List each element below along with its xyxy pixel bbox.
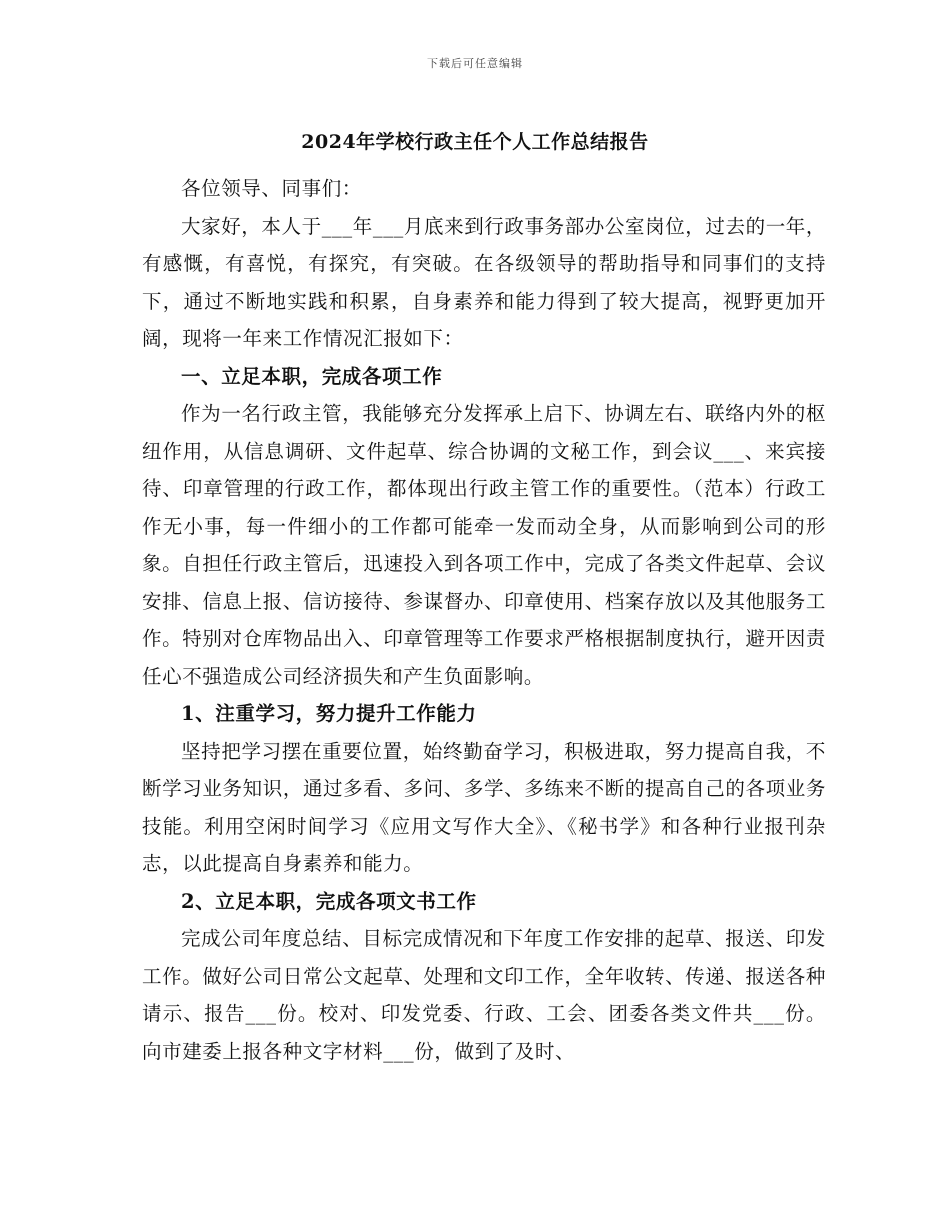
section-1-paragraph: 作为一名行政主管，我能够充分发挥承上启下、协调左右、联络内外的枢纽作用，从信息调研、文件起草、综合协调的文秘工作，到会议___、来宾接待、印章管理的行政工作，都体现出行政主管工作的重要性。（范本）行政工作无小事，每一件细小的工作都可能牵一发而动全身，从而影响到公司的形象。自担任行政主管后，迅速投入到各项工作中，完成了各类文件起草、会议安排、信息上报、信访接待、参谋督办、印章使用、档案存放以及其他服务工作。特别对仓库物品出入、印章管理等工作要求严格根据制度执行，避开因责任心不强造成公司经济损失和产生负面影响。 bbox=[142, 402, 826, 688]
document-body bbox=[142, 170, 826, 1070]
document-title: 2024年学校行政主任个人工作总结报告 bbox=[301, 131, 649, 153]
subsection-heading-1: 1、注重学习，努力提升工作能力 bbox=[181, 702, 477, 725]
subsection-2-paragraph: 完成公司年度总结、目标完成情况和下年度工作安排的起草、报送、印发工作。做好公司日常公文起草、处理和文印工作，全年收转、传递、报送各种请示、报告___份。校对、印发党委、行政、工会、团委各类文件共___份。向市建委上报各种文字材料___份，做到了及时、 bbox=[142, 927, 826, 1063]
page-header-note: 下载后可任意编辑 bbox=[427, 57, 523, 70]
subsection-heading-2: 2、立足本职，完成各项文书工作 bbox=[181, 889, 477, 913]
salutation: 各位领导、同事们： bbox=[181, 177, 362, 200]
subsection-1-paragraph: 坚持把学习摆在重要位置，始终勤奋学习，积极进取，努力提高自我，不断学习业务知识，通过多看、多问、多学、多练来不断的提高自己的各项业务技能。利用空闲时间学习《应用文写作大全》、《秘书学》和各种行业报刊杂志，以此提高自身素养和能力。 bbox=[142, 739, 826, 875]
intro-paragraph: 大家好，本人于___年___月底来到行政事务部办公室岗位，过去的一年，有感慨，有喜悦，有探究，有突破。在各级领导的帮助指导和同事们的支持下，通过不断地实践和积累，自身素养和能力得到了较大提高，视野更加开阔，现将一年来工作情况汇报如下： bbox=[142, 214, 827, 350]
section-heading-1: 一、立足本职，完成各项工作 bbox=[181, 364, 443, 388]
